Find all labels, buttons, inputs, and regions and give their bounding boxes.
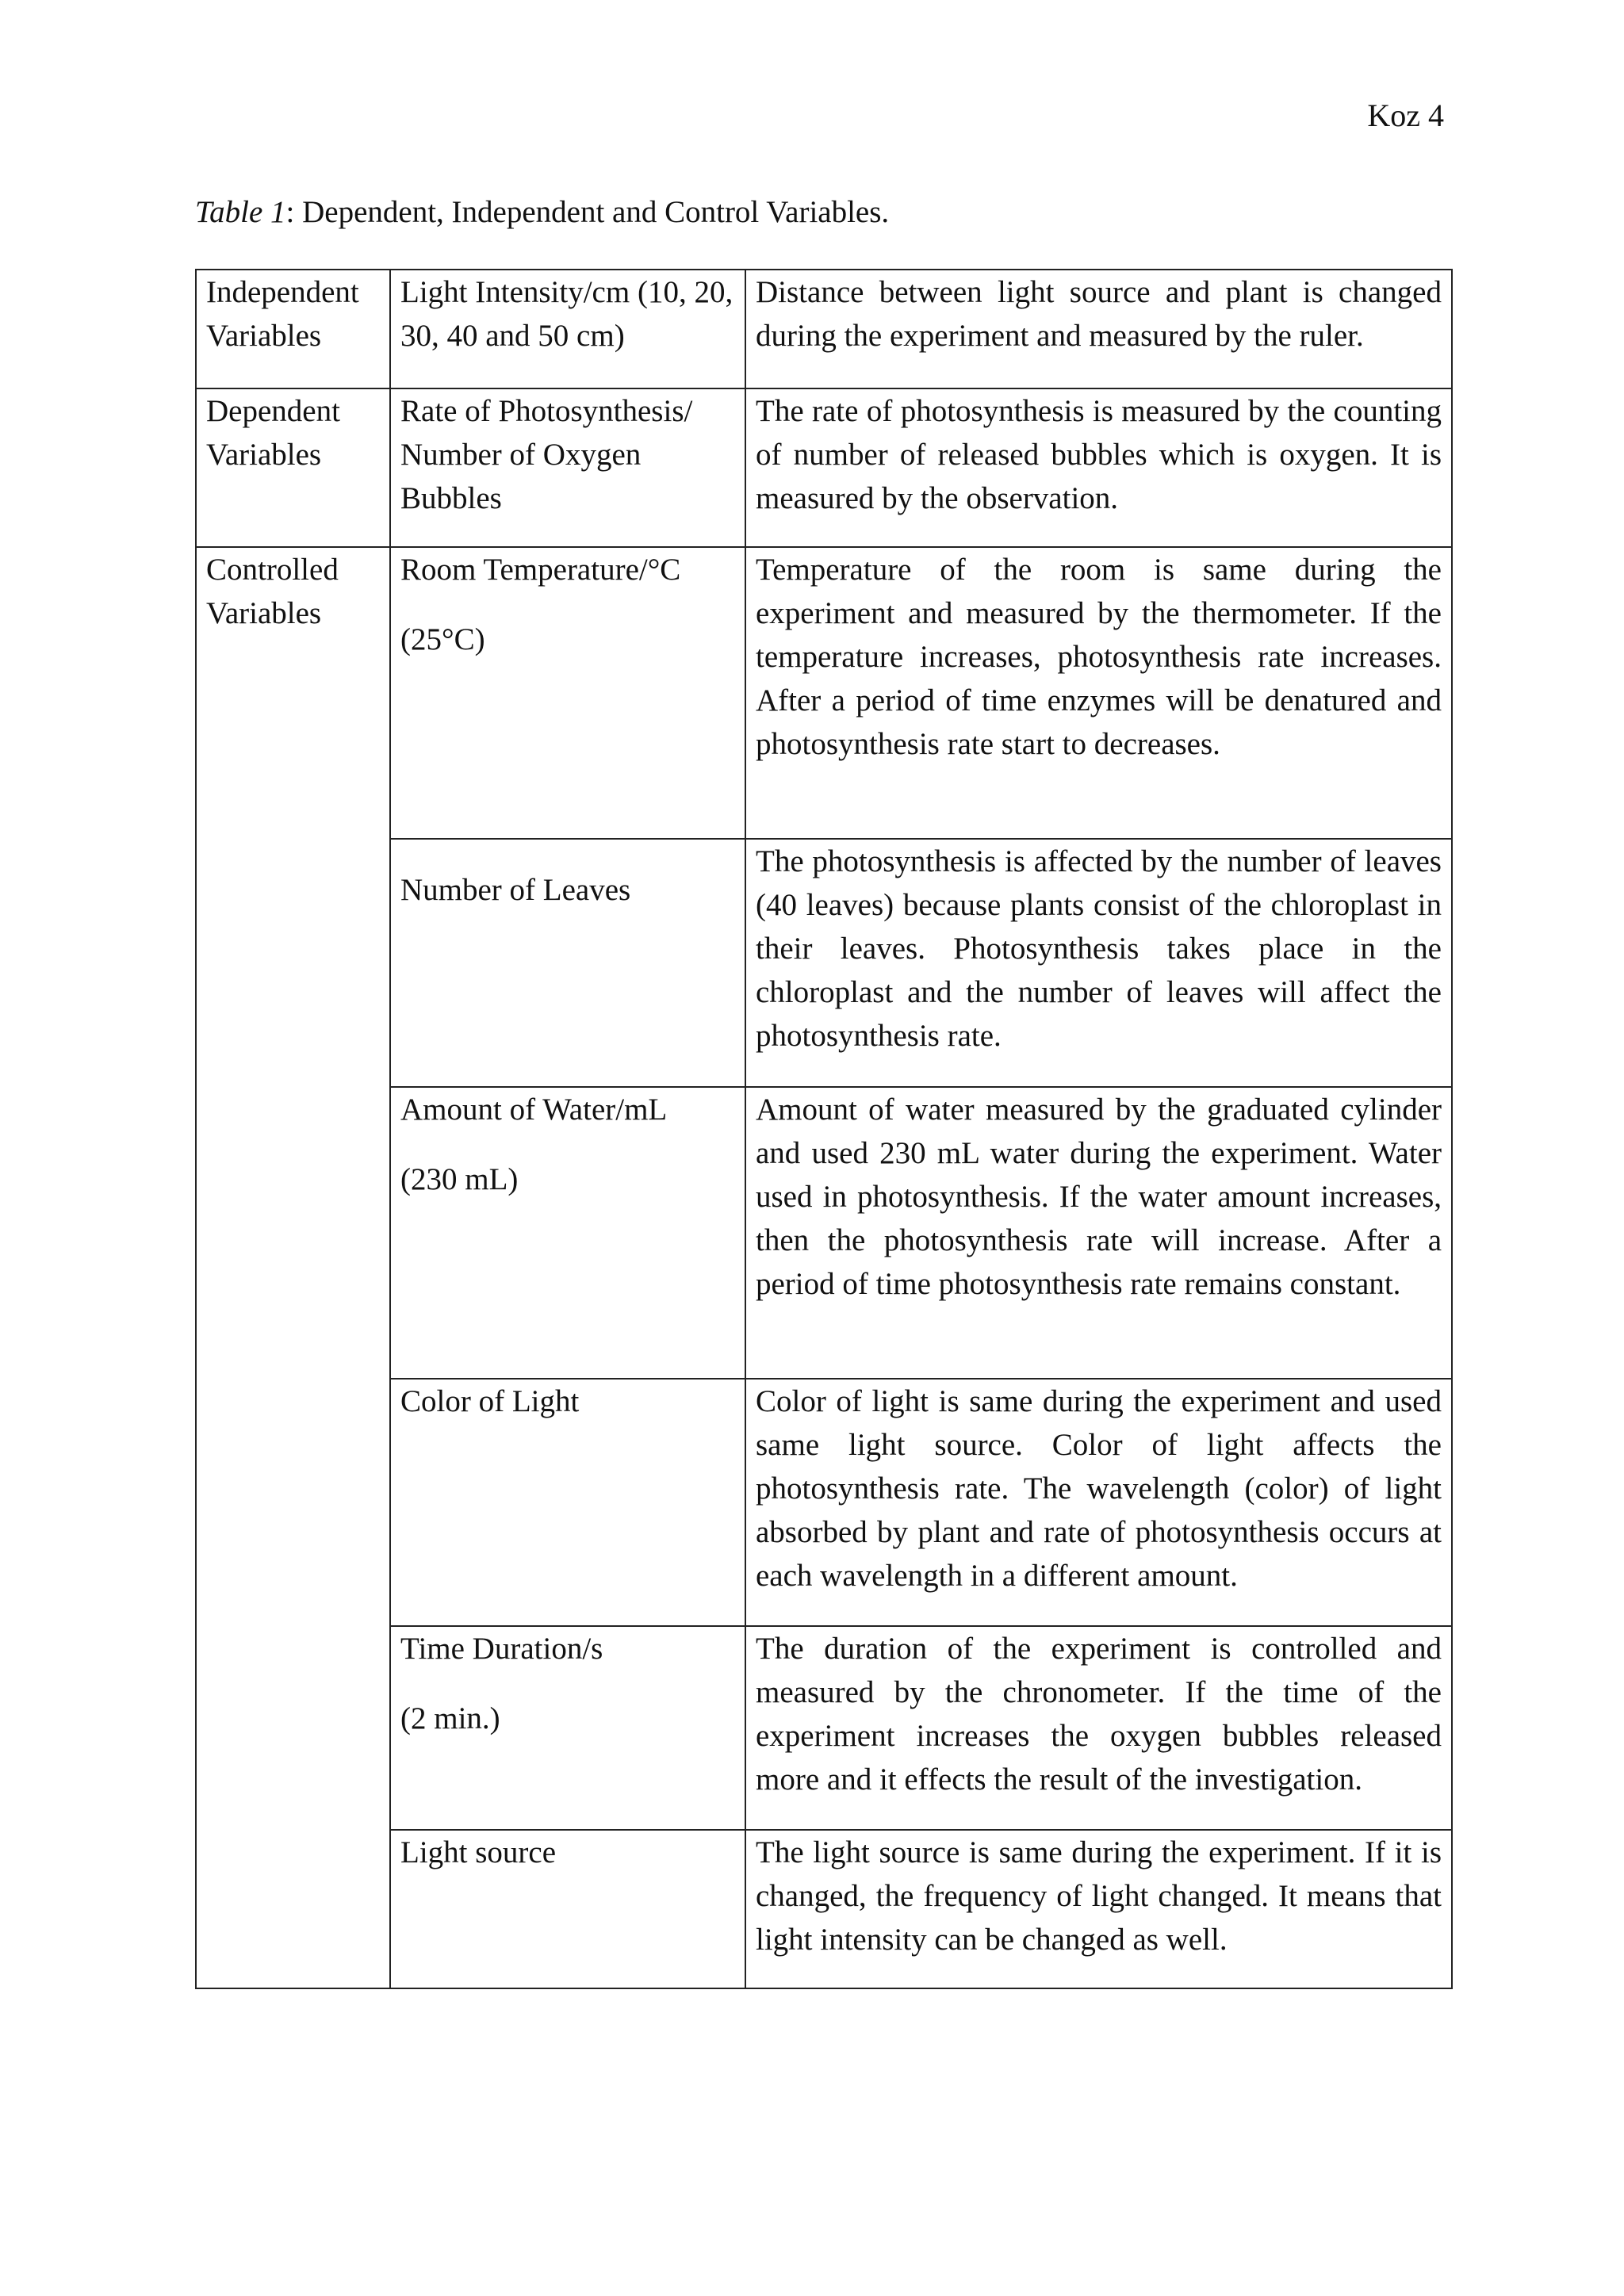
variable-cell xyxy=(390,547,745,839)
table-row-dependent xyxy=(196,388,1452,547)
description-text: The photosynthesis is affected by the number of leaves (40 leaves) because plants consist of the chloroplast in their leaves. Photosynthesis takes place in the chloroplast and the number of leaves will affect the photosynthesis rate. xyxy=(756,844,1442,1053)
variable-label: Amount of Water/mL xyxy=(400,1093,668,1127)
category-cell-dependent xyxy=(196,388,390,547)
variable-label: Light source xyxy=(400,1835,557,1869)
variable-cell xyxy=(390,1087,745,1379)
variable-label: Color of Light xyxy=(400,1384,580,1418)
variable-cell xyxy=(390,1626,745,1830)
description-cell xyxy=(745,1626,1452,1830)
description-text: Temperature of the room is same during the experiment and measured by the thermometer. If the temperature increases, photosynthesis rate increases. After a period of time enzymes will be denatured and photosynthesis rate start to decreases. xyxy=(756,553,1442,761)
variable-cell-dependent xyxy=(390,388,745,547)
table-caption-label: Table 1 xyxy=(195,195,286,229)
description-text: Distance between light source and plant is changed during the experiment and measured by the ruler. xyxy=(756,275,1442,353)
description-cell xyxy=(745,1087,1452,1379)
description-cell-dependent xyxy=(745,388,1452,547)
description-cell xyxy=(745,839,1452,1087)
variable-label: Rate of Photosynthesis/ Number of Oxygen Bubbles xyxy=(400,394,693,515)
description-text: The light source is same during the experiment. If it is changed, the frequency of light changed. It means that light intensity can be changed as well. xyxy=(756,1835,1442,1957)
variable-value: (25°C) xyxy=(400,622,485,656)
description-cell-independent xyxy=(745,270,1452,388)
description-cell xyxy=(745,1830,1452,1988)
description-text: The rate of photosynthesis is measured by the counting of number of released bubbles which is oxygen. It is measured by the observation. xyxy=(756,394,1442,515)
description-text: Amount of water measured by the graduated cylinder and used 230 mL water during the experiment. Water used in photosynthesis. If the water amount increases, then the photosynthesis rate will increase. After a period of time photosynthesis rate remains constant. xyxy=(756,1093,1442,1301)
category-label: Controlled Variables xyxy=(206,553,339,630)
category-cell-controlled xyxy=(196,547,390,1988)
table-caption xyxy=(195,193,889,232)
table-row-controlled xyxy=(196,547,1452,839)
page-header: Koz 4 xyxy=(1367,98,1444,133)
description-cell xyxy=(745,547,1452,839)
category-label: Dependent Variables xyxy=(206,394,340,472)
description-text: Color of light is same during the experiment and used same light source. Color of light affects the photosynthesis rate. The wavelength (color) of light absorbed by plant and rate of photosynthesis occurs at each wavelength in a different amount. xyxy=(756,1384,1442,1593)
description-text: The duration of the experiment is controlled and measured by the chronometer. If the time of the experiment increases the oxygen bubbles released more and it effects the result of the investigation. xyxy=(756,1632,1442,1797)
table-row-independent xyxy=(196,270,1452,388)
variable-label: Time Duration/s xyxy=(400,1632,603,1666)
category-label: Independent Variables xyxy=(206,275,359,353)
description-cell xyxy=(745,1379,1452,1626)
variable-label: Room Temperature/°C xyxy=(400,553,681,587)
variable-value: (230 mL) xyxy=(400,1162,519,1196)
variable-cell xyxy=(390,839,745,1087)
category-cell-independent xyxy=(196,270,390,388)
table-caption-text: : Dependent, Independent and Control Variables. xyxy=(285,195,890,229)
variable-value: (2 min.) xyxy=(400,1701,500,1735)
variable-label: Number of Leaves xyxy=(400,873,631,907)
variable-cell xyxy=(390,1379,745,1626)
variables-table xyxy=(195,269,1453,1989)
variable-label: Light Intensity/cm (10, 20, 30, 40 and 50 cm) xyxy=(400,275,733,353)
variable-cell-independent xyxy=(390,270,745,388)
variable-cell xyxy=(390,1830,745,1988)
